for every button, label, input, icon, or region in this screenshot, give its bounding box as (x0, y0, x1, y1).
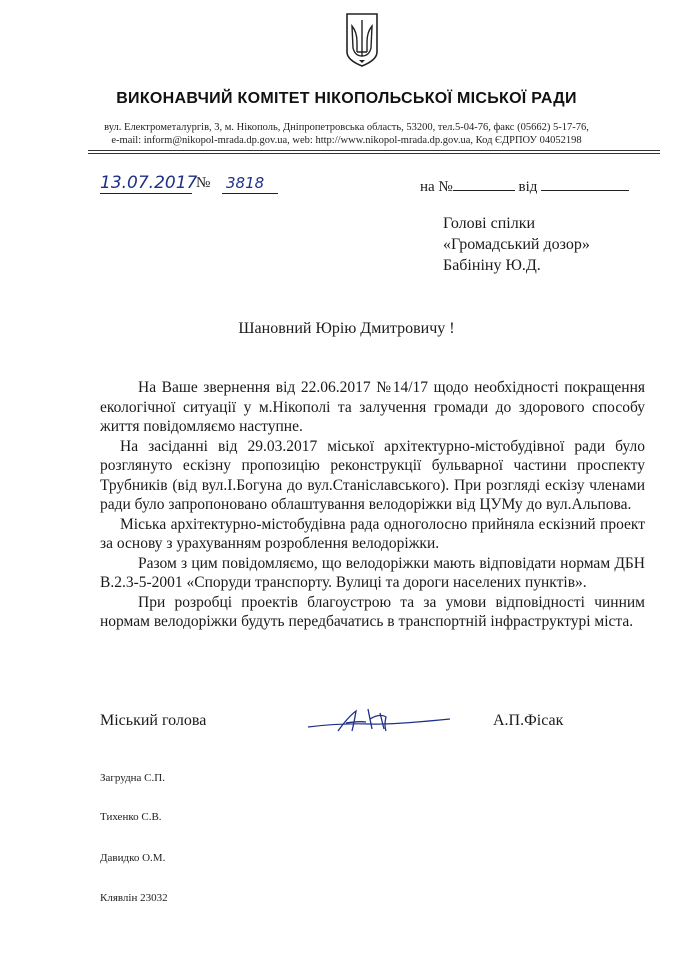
copy-recipient: Загрудна С.П. (100, 772, 165, 784)
trident-emblem-icon (344, 12, 380, 68)
reference-date-label: від (518, 179, 538, 195)
addressee-line: «Громадський дозор» (443, 236, 590, 253)
contact-line: e-mail: inform@nikopol-mrada.dp.gov.ua, web: http://www.nikopol-mrada.dp.gov.ua, Код ЄДРПОУ 04052198 (111, 135, 582, 146)
body-paragraph: Разом з цим повідомляємо, що велодоріжки мають відповідати нормам ДБН В.2.3-5-2001 «Споруди транспорту. Вулиці та дороги населених пунктів». (100, 554, 645, 591)
letter-body (100, 378, 645, 632)
addressee-line: Голові спілки (443, 215, 536, 232)
reference-number-blank (453, 176, 515, 191)
signer-name: А.П.Фісак (493, 712, 564, 729)
organization-title: ВИКОНАВЧИЙ КОМІТЕТ НІКОПОЛЬСЬКОЇ МІСЬКОЇ РАДИ (116, 90, 577, 107)
body-paragraph: На Ваше звернення від 22.06.2017 №14/17 щодо необхідності покращення екологічної ситуації у м.Нікополі та залучення громади до здорового способу життя повідомляємо наступне. (100, 379, 645, 435)
executor-note: Клявлін 23032 (100, 892, 168, 904)
body-paragraph: Міська архітектурно-містобудівна рада одноголосно прийняла ескізний проект за основу з урахуванням розроблення велодоріжки. (100, 515, 645, 552)
header-divider (88, 150, 660, 151)
reference-line (420, 176, 629, 196)
header-divider (88, 153, 660, 154)
reference-number-label: на № (420, 179, 453, 195)
registration-number-label: № (196, 175, 211, 191)
registration-date: 13.07.2017 (100, 173, 198, 193)
addressee-line: Бабініну Ю.Д. (443, 257, 541, 274)
copy-recipient: Давидко О.М. (100, 852, 166, 864)
body-paragraph: При розробці проектів благоустрою та за умови відповідності чинним нормам велодоріжки будуть передбачатись в транспортній інфраструктурі міста. (100, 593, 645, 630)
reference-date-blank (541, 176, 629, 191)
handwritten-signature (300, 697, 460, 741)
body-paragraph: На засіданні від 29.03.2017 міської архітектурно-містобудівної ради було розглянуто ескізну пропозицію реконструкції бульварної частини проспекту Трубників (від вул.І.Богуна до вул.Станіславського). При розгляді ескізу членами ради було запропоновано облаштування велодоріжки від ЦУМу до вул.Альпова. (100, 437, 645, 513)
copy-recipient: Тихенко С.В. (100, 811, 162, 823)
signer-title: Міський голова (100, 712, 207, 729)
registration-number: 3818 (222, 173, 278, 194)
address-line: вул. Електрометалургів, 3, м. Нікополь, Дніпропетровська область, 53200, тел.5-04-76, факс (05662) 5-17-76, (104, 122, 589, 133)
salutation: Шановний Юрію Дмитровичу ! (238, 320, 455, 337)
addressee-block (443, 213, 590, 276)
